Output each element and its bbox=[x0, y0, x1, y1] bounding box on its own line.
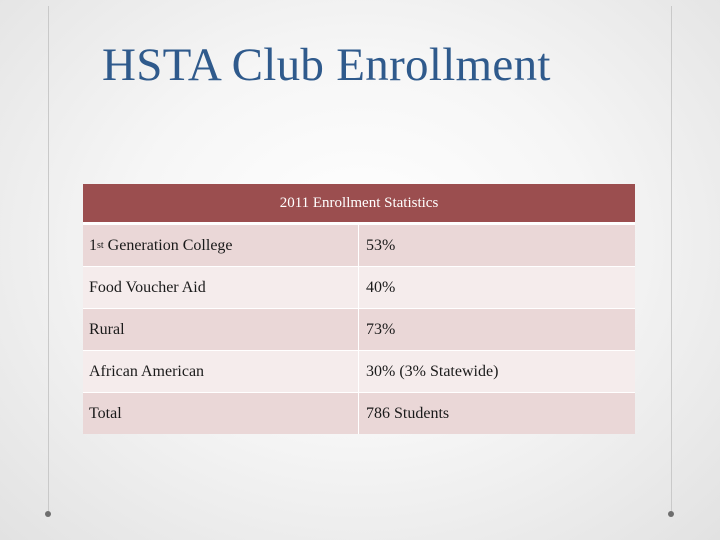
row-value: 786 Students bbox=[366, 404, 450, 422]
row-label: Food Voucher Aid bbox=[83, 267, 359, 308]
table-header: 2011 Enrollment Statistics bbox=[83, 184, 635, 224]
slide-title: HSTA Club Enrollment bbox=[102, 39, 551, 91]
table-row bbox=[83, 224, 635, 266]
row-value: 73% bbox=[366, 320, 396, 338]
row-label: Rural bbox=[83, 309, 359, 350]
row-label: Total bbox=[83, 393, 359, 434]
row-label: African American bbox=[83, 351, 359, 392]
table-row bbox=[83, 392, 635, 434]
enrollment-table bbox=[83, 184, 635, 434]
row-value: 53% bbox=[366, 236, 396, 254]
table-row bbox=[83, 266, 635, 308]
frame-left-line bbox=[48, 6, 49, 511]
corner-dot-bottom-right bbox=[668, 511, 674, 517]
frame-right-line bbox=[671, 6, 672, 511]
row-value: 30% (3% Statewide) bbox=[366, 362, 499, 380]
table-row bbox=[83, 350, 635, 392]
corner-dot-bottom-left bbox=[45, 511, 51, 517]
table-row bbox=[83, 308, 635, 350]
row-label: 1 st Generation College bbox=[83, 225, 359, 266]
row-value: 40% bbox=[366, 278, 396, 296]
